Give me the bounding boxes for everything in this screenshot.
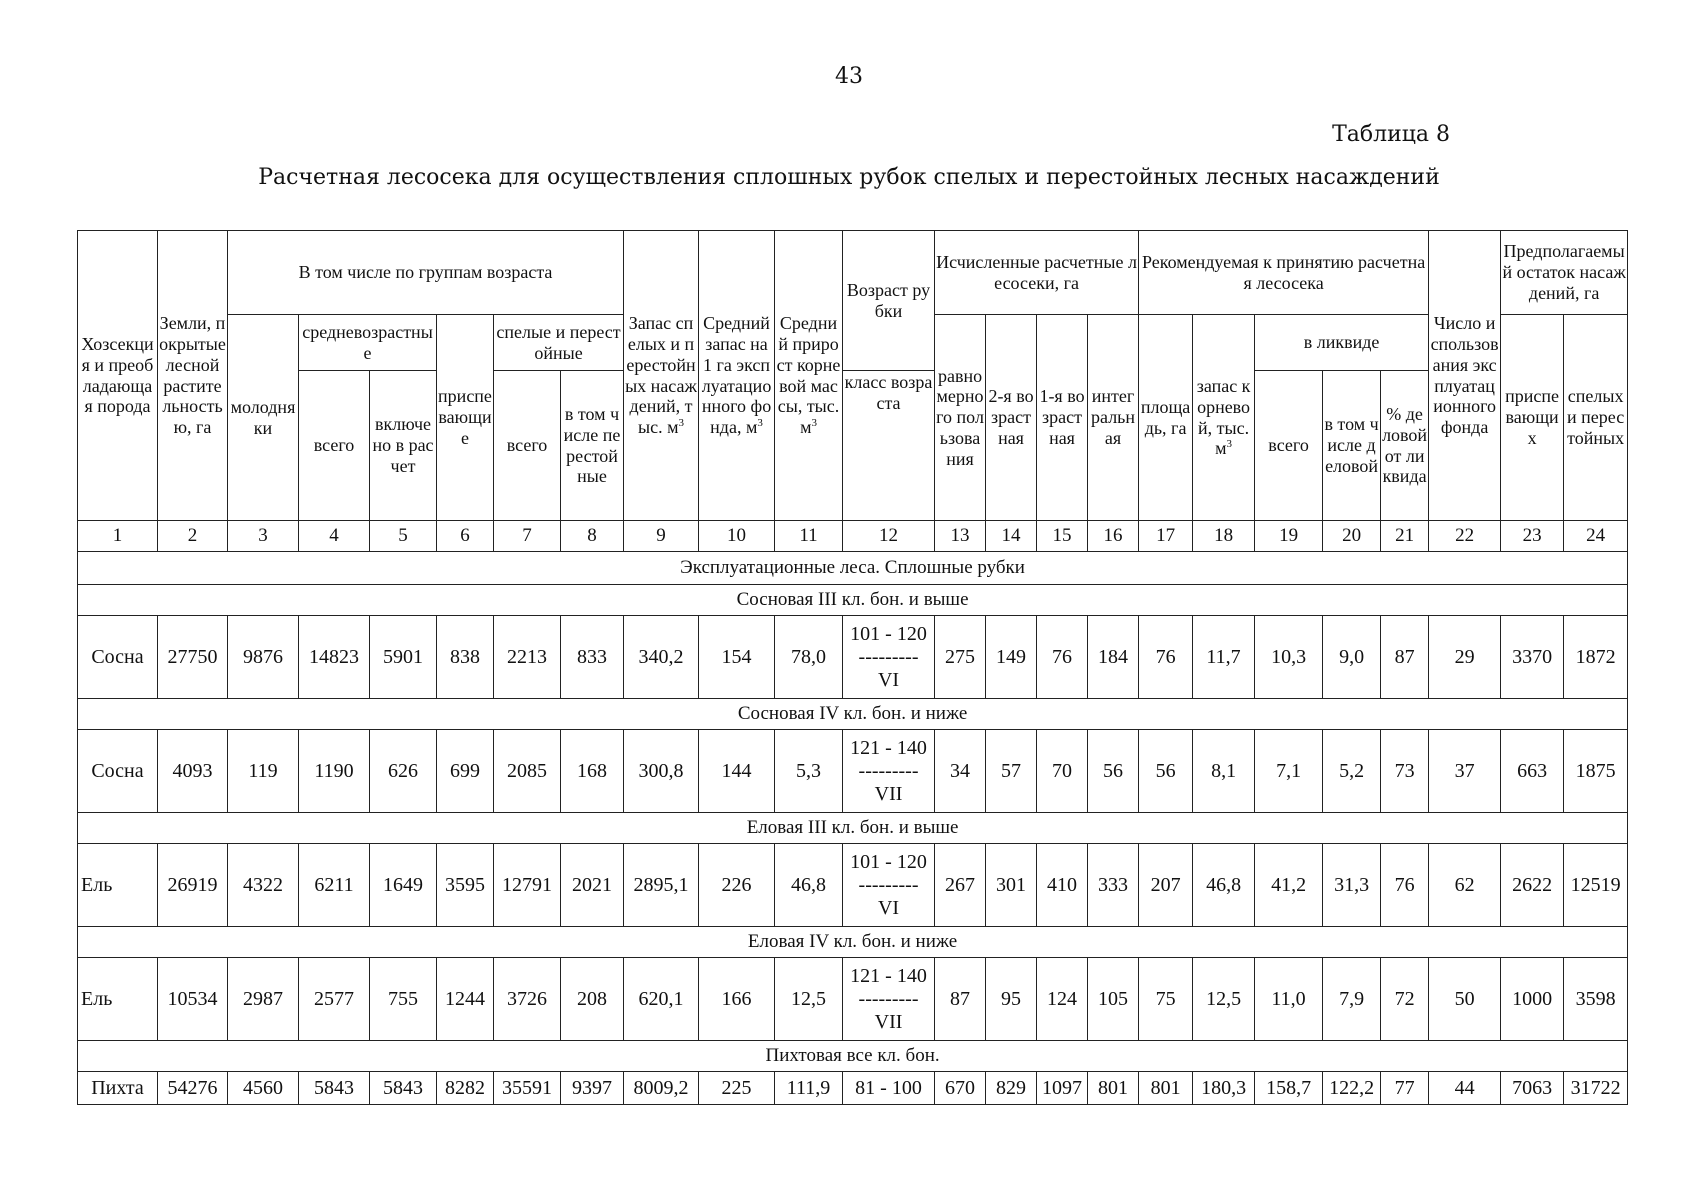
value-cell: 1000 (1501, 958, 1564, 1041)
cutting-age-range: 81 - 100 (855, 1076, 922, 1099)
section-title: Эксплуатационные леса. Сплошные рубки (78, 552, 1628, 585)
value-cell: 626 (370, 730, 437, 813)
table-row (78, 844, 1628, 927)
value-cell: 3598 (1564, 958, 1628, 1041)
value-cell: 1190 (299, 730, 370, 813)
header-middle-included: включено в расчет (370, 371, 437, 521)
value-cell: 29 (1429, 616, 1501, 699)
value-cell: 670 (935, 1072, 986, 1105)
value-cell: 3726 (494, 958, 561, 1041)
cutting-age-class: VI (877, 668, 900, 691)
value-cell: 9397 (561, 1072, 624, 1105)
header-avg-growth: Средний прирост корневой массы, тыс. $м^3$ (775, 231, 843, 521)
header-recommended-area: Рекомендуемая к принятию расчетная лесосека (1139, 231, 1429, 315)
header-forest-covered-land: Земли, покрытые лесной растительностью, га (158, 231, 228, 521)
value-cell: 105 (1088, 958, 1139, 1041)
value-cell: 699 (437, 730, 494, 813)
value-cell: 31722 (1564, 1072, 1628, 1105)
column-number: 24 (1564, 521, 1628, 552)
value-cell: 3370 (1501, 616, 1564, 699)
cutting-age-class: VI (877, 896, 900, 919)
header-business-percent: % деловой от ликвида (1381, 371, 1429, 521)
value-cell: 76 (1381, 844, 1429, 927)
value-cell: 7,1 (1255, 730, 1323, 813)
cutting-age-range: 101 - 120 (850, 850, 927, 873)
column-number: 19 (1255, 521, 1323, 552)
value-cell: 2021 (561, 844, 624, 927)
value-cell: 2085 (494, 730, 561, 813)
value-cell: 158,7 (1255, 1072, 1323, 1105)
cutting-age-class: VII (874, 782, 903, 805)
value-cell: 57 (986, 730, 1037, 813)
value-cell: 9876 (228, 616, 299, 699)
cutting-age-separator: --------- (858, 645, 919, 668)
group-title: Пихтовая все кл. бон. (78, 1041, 1628, 1072)
column-number: 16 (1088, 521, 1139, 552)
table-row (78, 616, 1628, 699)
header-remaining-pre-mature: приспевающих (1501, 315, 1564, 521)
column-number: 7 (494, 521, 561, 552)
header-young-stands: молодняки (228, 315, 299, 521)
value-cell: 77 (1381, 1072, 1429, 1105)
header-liquid-business: в том числе деловой (1323, 371, 1381, 521)
value-cell: 8,1 (1193, 730, 1255, 813)
cutting-age-range: 121 - 140 (850, 736, 927, 759)
value-cell: 300,8 (624, 730, 699, 813)
cutting-age-cell (843, 958, 935, 1041)
value-cell: 27750 (158, 616, 228, 699)
value-cell: 1872 (1564, 616, 1628, 699)
value-cell: 70 (1037, 730, 1088, 813)
cutting-age-separator: --------- (858, 987, 919, 1010)
column-number: 9 (624, 521, 699, 552)
group-title: Сосновая IV кл. бон. и ниже (78, 699, 1628, 730)
header-middle-total: всего (299, 371, 370, 521)
value-cell: 4560 (228, 1072, 299, 1105)
value-cell: 275 (935, 616, 986, 699)
value-cell: 154 (699, 616, 775, 699)
page-number: 43 (835, 64, 863, 89)
value-cell: 2895,1 (624, 844, 699, 927)
cutting-area-table (77, 230, 1628, 1105)
header-pre-mature: приспевающие (437, 315, 494, 521)
table-row (78, 958, 1628, 1041)
value-cell: 801 (1139, 1072, 1193, 1105)
column-number: 5 (370, 521, 437, 552)
header-mature-overmature: спелые и перестойные (494, 315, 624, 371)
value-cell: 8009,2 (624, 1072, 699, 1105)
value-cell: 5901 (370, 616, 437, 699)
header-in-liquid: в ликвиде (1255, 315, 1429, 371)
value-cell: 3595 (437, 844, 494, 927)
header-second-age: 2-я возрастная (986, 315, 1037, 521)
table-title: Расчетная лесосека для осуществления сплошных рубок спелых и перестойных лесных насаждений (258, 165, 1440, 190)
header-mature-stock: Запас спелых и перестойных насаждений, тыс. $м^3$ (624, 231, 699, 521)
species-cell: Ель (78, 958, 158, 1041)
value-cell: 663 (1501, 730, 1564, 813)
value-cell: 9,0 (1323, 616, 1381, 699)
value-cell: 340,2 (624, 616, 699, 699)
value-cell: 144 (699, 730, 775, 813)
value-cell: 829 (986, 1072, 1037, 1105)
species-cell: Сосна (78, 616, 158, 699)
value-cell: 333 (1088, 844, 1139, 927)
value-cell: 62 (1429, 844, 1501, 927)
value-cell: 149 (986, 616, 1037, 699)
value-cell: 7,9 (1323, 958, 1381, 1041)
species-cell: Ель (78, 844, 158, 927)
group-title: Еловая III кл. бон. и выше (78, 813, 1628, 844)
value-cell: 35591 (494, 1072, 561, 1105)
group-title: Сосновая III кл. бон. и выше (78, 585, 1628, 616)
value-cell: 833 (561, 616, 624, 699)
value-cell: 2987 (228, 958, 299, 1041)
column-number: 22 (1429, 521, 1501, 552)
cutting-age-class: VII (874, 1010, 903, 1033)
header-cutting-age: Возраст рубки (843, 231, 935, 371)
value-cell: 14823 (299, 616, 370, 699)
value-cell: 168 (561, 730, 624, 813)
group-title: Еловая IV кл. бон. и ниже (78, 927, 1628, 958)
value-cell: 46,8 (775, 844, 843, 927)
column-number: 8 (561, 521, 624, 552)
value-cell: 37 (1429, 730, 1501, 813)
value-cell: 111,9 (775, 1072, 843, 1105)
species-cell: Пихта (78, 1072, 158, 1105)
value-cell: 75 (1139, 958, 1193, 1041)
value-cell: 76 (1037, 616, 1088, 699)
value-cell: 225 (699, 1072, 775, 1105)
value-cell: 12791 (494, 844, 561, 927)
column-number: 20 (1323, 521, 1381, 552)
value-cell: 2577 (299, 958, 370, 1041)
column-number: 21 (1381, 521, 1429, 552)
header-area-ha: площадь, га (1139, 315, 1193, 521)
header-uniform-use: равномерного пользования (935, 315, 986, 521)
value-cell: 76 (1139, 616, 1193, 699)
header-middle-aged: средневозрастные (299, 315, 437, 371)
column-number: 15 (1037, 521, 1088, 552)
value-cell: 410 (1037, 844, 1088, 927)
value-cell: 301 (986, 844, 1037, 927)
value-cell: 801 (1088, 1072, 1139, 1105)
value-cell: 180,3 (1193, 1072, 1255, 1105)
column-number: 10 (699, 521, 775, 552)
column-number: 2 (158, 521, 228, 552)
value-cell: 5,3 (775, 730, 843, 813)
value-cell: 6211 (299, 844, 370, 927)
column-number: 13 (935, 521, 986, 552)
value-cell: 56 (1139, 730, 1193, 813)
cutting-age-cell (843, 616, 935, 699)
header-age-class: класс возраста (843, 371, 935, 521)
value-cell: 620,1 (624, 958, 699, 1041)
column-number: 1 (78, 521, 158, 552)
table-row (78, 730, 1628, 813)
value-cell: 5843 (299, 1072, 370, 1105)
column-number: 3 (228, 521, 299, 552)
value-cell: 34 (935, 730, 986, 813)
column-number: 14 (986, 521, 1037, 552)
value-cell: 267 (935, 844, 986, 927)
value-cell: 755 (370, 958, 437, 1041)
header-avg-stock-per-ha: Средний запас на 1 га эксплуатационного фонда, $м^3$ (699, 231, 775, 521)
cutting-age-cell (843, 1072, 935, 1105)
column-number: 18 (1193, 521, 1255, 552)
cutting-age-cell (843, 844, 935, 927)
value-cell: 119 (228, 730, 299, 813)
value-cell: 72 (1381, 958, 1429, 1041)
value-cell: 44 (1429, 1072, 1501, 1105)
value-cell: 838 (437, 616, 494, 699)
value-cell: 124 (1037, 958, 1088, 1041)
value-cell: 26919 (158, 844, 228, 927)
value-cell: 87 (1381, 616, 1429, 699)
header-mature-total: всего (494, 371, 561, 521)
value-cell: 2213 (494, 616, 561, 699)
value-cell: 41,2 (1255, 844, 1323, 927)
cutting-age-range: 121 - 140 (850, 964, 927, 987)
value-cell: 46,8 (1193, 844, 1255, 927)
value-cell: 11,7 (1193, 616, 1255, 699)
table-caption: Таблица 8 (1332, 122, 1450, 147)
value-cell: 73 (1381, 730, 1429, 813)
value-cell: 1244 (437, 958, 494, 1041)
value-cell: 12,5 (775, 958, 843, 1041)
column-number: 23 (1501, 521, 1564, 552)
value-cell: 8282 (437, 1072, 494, 1105)
header-liquid-total: всего (1255, 371, 1323, 521)
cutting-age-cell (843, 730, 935, 813)
header-forest-section: Хозсекция и преобладающая порода (78, 231, 158, 521)
header-usage-number: Число использования эксплуатационного фонда (1429, 231, 1501, 521)
header-root-stock: запас корневой, тыс. $м^3$ (1193, 315, 1255, 521)
value-cell: 1875 (1564, 730, 1628, 813)
header-overmature: в том числе перестойные (561, 371, 624, 521)
value-cell: 31,3 (1323, 844, 1381, 927)
value-cell: 10534 (158, 958, 228, 1041)
column-number: 4 (299, 521, 370, 552)
value-cell: 12519 (1564, 844, 1628, 927)
value-cell: 4093 (158, 730, 228, 813)
species-cell: Сосна (78, 730, 158, 813)
value-cell: 12,5 (1193, 958, 1255, 1041)
cutting-age-range: 101 - 120 (850, 622, 927, 645)
value-cell: 166 (699, 958, 775, 1041)
value-cell: 1097 (1037, 1072, 1088, 1105)
header-age-groups: В том числе по группам возраста (228, 231, 624, 315)
cutting-age-separator: --------- (858, 759, 919, 782)
column-number: 12 (843, 521, 935, 552)
value-cell: 50 (1429, 958, 1501, 1041)
header-first-age: 1-я возрастная (1037, 315, 1088, 521)
cutting-age-separator: --------- (858, 873, 919, 896)
value-cell: 2622 (1501, 844, 1564, 927)
value-cell: 208 (561, 958, 624, 1041)
value-cell: 11,0 (1255, 958, 1323, 1041)
value-cell: 78,0 (775, 616, 843, 699)
value-cell: 95 (986, 958, 1037, 1041)
value-cell: 4322 (228, 844, 299, 927)
header-calculated-areas: Исчисленные расчетные лесосеки, га (935, 231, 1139, 315)
column-number: 11 (775, 521, 843, 552)
value-cell: 56 (1088, 730, 1139, 813)
column-number: 6 (437, 521, 494, 552)
column-numbers-row (78, 521, 1628, 552)
value-cell: 226 (699, 844, 775, 927)
value-cell: 122,2 (1323, 1072, 1381, 1105)
value-cell: 5843 (370, 1072, 437, 1105)
value-cell: 1649 (370, 844, 437, 927)
table-row (78, 1072, 1628, 1105)
header-remaining-stands: Предполагаемый остаток насаждений, га (1501, 231, 1628, 315)
column-number: 17 (1139, 521, 1193, 552)
value-cell: 10,3 (1255, 616, 1323, 699)
value-cell: 207 (1139, 844, 1193, 927)
value-cell: 87 (935, 958, 986, 1041)
header-integral: интегральная (1088, 315, 1139, 521)
value-cell: 5,2 (1323, 730, 1381, 813)
value-cell: 184 (1088, 616, 1139, 699)
value-cell: 54276 (158, 1072, 228, 1105)
value-cell: 7063 (1501, 1072, 1564, 1105)
header-remaining-mature: спелых и перестойных (1564, 315, 1628, 521)
